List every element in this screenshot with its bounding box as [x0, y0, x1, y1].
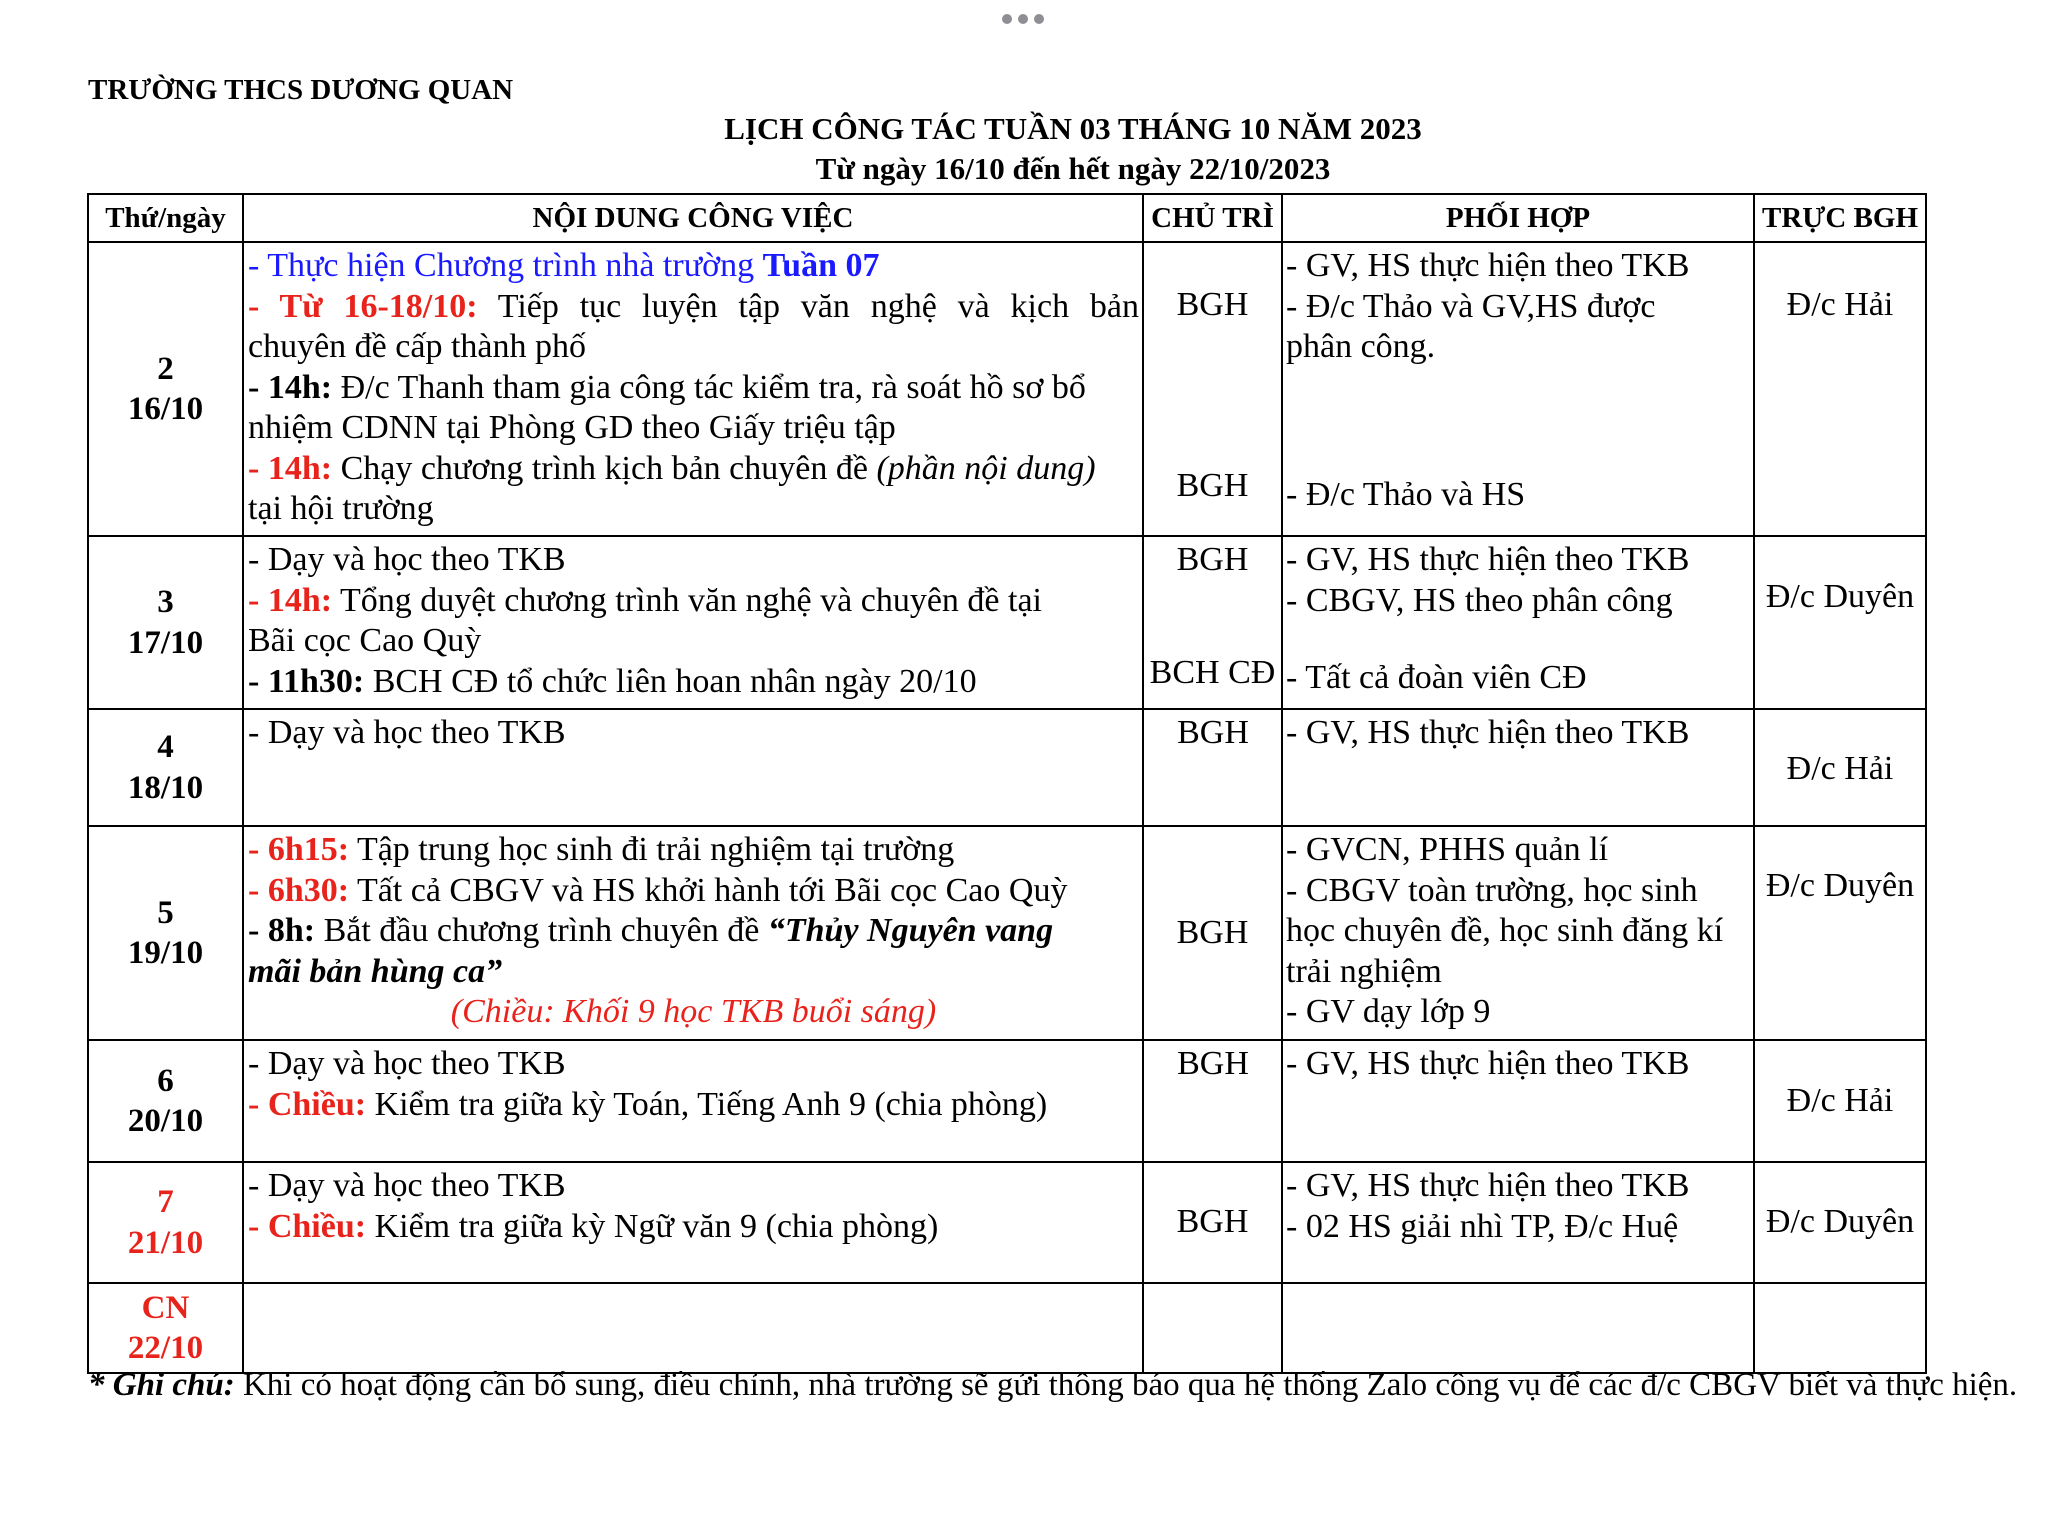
content-cell: - Dạy và học theo TKB - Chiều: Kiểm tra giữa kỳ Ngữ văn 9 (chia phòng): [243, 1162, 1143, 1283]
school-name: TRƯỜNG THCS DƯƠNG QUAN: [88, 74, 514, 106]
duty-cell: [1754, 1283, 1926, 1373]
table-row: [88, 1040, 1926, 1162]
day-cell: 5 19/10: [88, 826, 243, 1040]
chair-cell: BGH: [1143, 1040, 1282, 1162]
content-cell: - Dạy và học theo TKB - 14h: Tổng duyệt chương trình văn nghệ và chuyên đề tại Bãi cọc Cao Quỳ - 11h30: BCH CĐ tổ chức liên hoan nhân ngày 20/10: [243, 536, 1143, 709]
day-cell: 6 20/10: [88, 1040, 243, 1162]
schedule-table: [87, 193, 1927, 1374]
day-cell: 3 17/10: [88, 536, 243, 709]
document-title: LỊCH CÔNG TÁC TUẦN 03 THÁNG 10 NĂM 2023: [724, 111, 1422, 146]
coordinate-cell: - GV, HS thực hiện theo TKB - Đ/c Thảo và GV,HS được phân công. - Đ/c Thảo và HS: [1282, 242, 1754, 536]
table-row: [88, 1283, 1926, 1373]
coordinate-cell: - GV, HS thực hiện theo TKB - CBGV, HS theo phân công - Tất cả đoàn viên CĐ: [1282, 536, 1754, 709]
table-row: [88, 709, 1926, 826]
day-cell: 2 16/10: [88, 242, 243, 536]
duty-cell: Đ/c Hải: [1754, 709, 1926, 826]
duty-cell: Đ/c Duyên: [1754, 1162, 1926, 1283]
content-cell: - 6h15: Tập trung học sinh đi trải nghiệm tại trường - 6h30: Tất cả CBGV và HS khởi hành tới Bãi cọc Cao Quỳ - 8h: Bắt đầu chương trình chuyên đề “Thủy Nguyên vang mãi bản hùng ca” (Chiều: Khối 9 học TKB buổi sáng): [243, 826, 1143, 1040]
chair-cell: BGH BGH: [1143, 242, 1282, 536]
table-row: [88, 242, 1926, 536]
table-row: [88, 826, 1926, 1040]
header-chair: CHỦ TRÌ: [1143, 194, 1282, 242]
chair-cell: BGH BCH CĐ: [1143, 536, 1282, 709]
content-cell: - Dạy và học theo TKB - Chiều: Kiểm tra giữa kỳ Toán, Tiếng Anh 9 (chia phòng): [243, 1040, 1143, 1162]
footnote: * Ghi chú: Khi có hoạt động cần bổ sung, điều chỉnh, nhà trường sẽ gửi thông báo qua hệ thống Zalo công vụ để các đ/c CBGV biết và thực hiện.: [88, 1367, 2018, 1403]
chair-cell: BGH: [1143, 709, 1282, 826]
more-options-icon[interactable]: [1002, 14, 1044, 24]
header-coordinate: PHỐI HỢP: [1282, 194, 1754, 242]
header-duty: TRỰC BGH: [1754, 194, 1926, 242]
coordinate-cell: - GVCN, PHHS quản lí - CBGV toàn trường, học sinh học chuyên đề, học sinh đăng kí trải nghiệm - GV dạy lớp 9: [1282, 826, 1754, 1040]
chair-cell: [1143, 1283, 1282, 1373]
chair-cell: BGH: [1143, 826, 1282, 1040]
header-day: Thứ/ngày: [88, 194, 243, 242]
content-cell: - Dạy và học theo TKB: [243, 709, 1143, 826]
document-subtitle: Từ ngày 16/10 đến hết ngày 22/10/2023: [815, 151, 1331, 186]
header-content: NỘI DUNG CÔNG VIỆC: [243, 194, 1143, 242]
content-cell: - Thực hiện Chương trình nhà trường Tuần 07 - Từ 16-18/10: Tiếp tục luyện tập văn nghệ và kịch bản chuyên đề cấp thành phố - 14h: Đ/c Thanh tham gia công tác kiểm tra, rà soát hồ sơ bổ nhiệm CDNN tại Phòng GD theo Giấy triệu tập - 14h: Chạy chương trình kịch bản chuyên đề (phần nội dung) tại hội trường: [243, 242, 1143, 536]
table-row: [88, 536, 1926, 709]
table-row: [88, 1162, 1926, 1283]
coordinate-cell: - GV, HS thực hiện theo TKB - 02 HS giải nhì TP, Đ/c Huệ: [1282, 1162, 1754, 1283]
duty-cell: Đ/c Hải: [1754, 1040, 1926, 1162]
coordinate-cell: - GV, HS thực hiện theo TKB: [1282, 1040, 1754, 1162]
content-cell: [243, 1283, 1143, 1373]
day-cell: 4 18/10: [88, 709, 243, 826]
table-header-row: [88, 194, 1926, 242]
coordinate-cell: [1282, 1283, 1754, 1373]
duty-cell: Đ/c Hải: [1754, 242, 1926, 536]
duty-cell: Đ/c Duyên: [1754, 536, 1926, 709]
day-cell: 7 21/10: [88, 1162, 243, 1283]
coordinate-cell: - GV, HS thực hiện theo TKB: [1282, 709, 1754, 826]
duty-cell: Đ/c Duyên: [1754, 826, 1926, 1040]
chair-cell: BGH: [1143, 1162, 1282, 1283]
day-cell: CN 22/10: [88, 1283, 243, 1373]
